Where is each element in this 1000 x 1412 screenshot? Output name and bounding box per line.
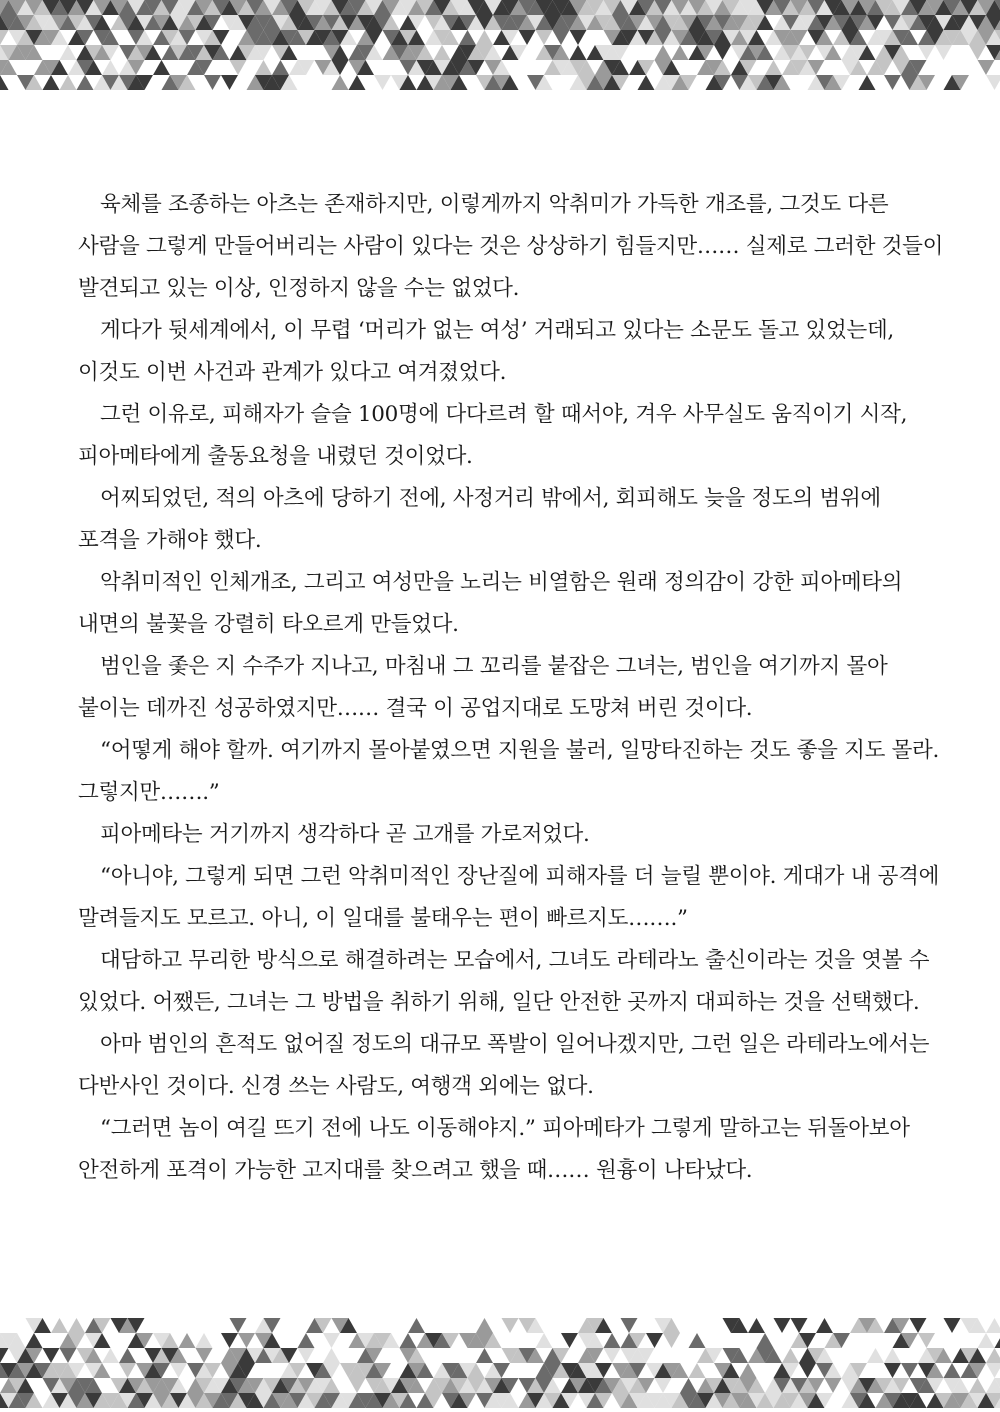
triangle-tile [748,1318,765,1333]
triangle-tile [757,1333,774,1348]
text-line: 피아메타에게 출동요청을 내렸던 것이었다. [78,444,473,469]
triangle-tile [646,1333,663,1348]
text-line: 다반사인 것이다. 신경 쓰는 사람도, 여행객 외에는 없다. [78,1074,594,1099]
triangle-tile [935,45,952,60]
triangle-tile [910,1318,927,1333]
triangle-tile [298,1333,315,1348]
triangle-tile [553,30,570,45]
triangle-tile [374,75,391,90]
triangle-tile [944,1363,961,1378]
text-line: 게다가 뒷세계에서, 이 무렵 ‘머리가 없는 여성’ 거래되고 있다는 소문도 돌고 있었는데, [100,318,894,343]
triangle-tile [502,1318,519,1333]
triangle-tile [995,1333,1000,1348]
text-line: “아니야, 그렇게 되면 그런 악취미적인 장난질에 피해자를 더 늘릴 뿐이야. 게대가 내 공격에 [100,864,940,889]
triangle-tile [434,45,451,60]
triangle-tile [884,1363,901,1378]
triangle-tile [43,75,60,90]
triangle-tile [170,1363,187,1378]
triangle-tile [221,1333,238,1348]
triangle-tile [272,60,289,75]
text-line: 아마 범인의 흔적도 없어질 정도의 대규모 폭발이 일어나겠지만, 그런 일은 라테라노에서는 [100,1032,930,1057]
triangle-tile [825,1378,842,1393]
text-line: 발견되고 있는 이상, 인정하지 않을 수는 없었다. [78,276,520,301]
triangle-tile [816,1318,833,1333]
triangle-tile [986,1318,1000,1333]
text-line: 안전하게 포격이 가능한 고지대를 찾으려고 했을 때…… 원흉이 나타났다. [78,1158,753,1183]
triangle-tile [68,1318,85,1333]
triangle-tile [680,1378,697,1393]
triangle-tile [0,1348,9,1363]
triangle-tile [663,1333,680,1348]
triangle-tile [119,1348,136,1363]
triangle-tile [26,1333,43,1348]
triangle-tile [238,1333,255,1348]
triangle-tile [978,1333,995,1348]
triangle-tile [867,1348,884,1363]
triangle-pattern-top [0,0,1000,95]
triangle-tile [799,1363,816,1378]
text-line: 이것도 이번 사건과 관계가 있다고 여겨졌었다. [78,360,507,385]
triangle-tile [986,1348,1000,1363]
triangle-tile [570,45,587,60]
triangle-tile [604,1348,621,1363]
text-line: 그렇지만…….” [78,780,220,805]
text-line: 육체를 조종하는 아츠는 존재하지만, 이렇게까지 악취미가 가득한 개조를, 그것도 다른 [100,192,889,217]
triangle-tile [978,60,995,75]
triangle-tile [196,1333,213,1348]
triangle-tile [230,60,247,75]
triangle-tile [884,75,901,90]
triangle-tile [60,1348,77,1363]
triangle-tile [476,1318,493,1333]
triangle-tile [43,1348,60,1363]
triangle-tile [230,1318,247,1333]
text-line: 포격을 가해야 했다. [78,528,262,553]
triangle-tile [791,1318,808,1333]
triangle-tile [204,75,221,90]
triangle-tile [60,45,77,60]
triangle-tile [918,1333,935,1348]
triangle-tile [519,30,536,45]
triangle-tile [179,1333,196,1348]
text-line: 악취미적인 인체개조, 그리고 여성만을 노리는 비열함은 원래 정의감이 강한 피아메타의 [100,570,903,595]
triangle-tile [255,60,272,75]
triangle-tile [986,75,1000,90]
text-line: 있었다. 어쨌든, 그녀는 그 방법을 취하기 위해, 일단 안전한 곳까지 대피하는 것을 선택했다. [78,990,920,1015]
text-line: 피아메타는 거기까지 생각하다 곧 고개를 가로저었다. [100,822,590,847]
triangle-tile [102,1348,119,1363]
triangle-tile [408,1318,425,1333]
text-line: 붙이는 데까진 성공하였지만…… 결국 이 공업지대로 도망쳐 버린 것이다. [78,696,753,721]
bottom-triangle-border [0,1318,1000,1412]
triangle-tile [476,30,493,45]
triangle-tile [323,1348,340,1363]
triangle-tile [944,1318,961,1333]
triangle-tile [221,75,238,90]
triangle-tile [672,45,689,60]
triangle-tile [349,75,366,90]
triangle-tile [536,30,553,45]
triangle-tile [884,1348,901,1363]
triangle-tile [655,45,672,60]
triangle-tile [153,60,170,75]
triangle-tile [561,1333,578,1348]
text-line: “어떻게 해야 할까. 여기까지 몰아붙였으면 지원을 불러, 일망타진하는 것도 좋을 지도 몰라. [100,738,940,763]
triangle-tile [536,1333,553,1348]
top-triangle-border [0,0,1000,95]
text-line: 그런 이유로, 피해자가 슬슬 100명에 다다르려 할 때서야, 겨우 사무실도 움직이기 시작, [100,402,908,427]
triangle-tile [765,60,782,75]
triangle-tile [859,75,876,90]
text-line: “그러면 놈이 여길 뜨기 전에 나도 이동해야지.” 피아메타가 그렇게 말하고는 뒤돌아보아 [100,1116,910,1141]
triangle-tile [689,1363,706,1378]
triangle-tile [782,1348,799,1363]
triangle-tile [655,1378,672,1393]
triangle-pattern-bottom [0,1318,1000,1412]
triangle-tile [901,1363,918,1378]
triangle-tile [349,1378,366,1393]
triangle-tile [51,1318,68,1333]
triangle-tile [0,75,9,90]
triangle-tile [60,75,77,90]
triangle-tile [621,1318,638,1333]
text-line: 말려들지도 모르고. 아니, 이 일대를 불태우는 편이 빠르지도…….” [78,906,688,931]
text-line: 내면의 불꽃을 강렬히 타오르게 만들었다. [78,612,459,637]
triangle-tile [604,1333,621,1348]
triangle-tile [323,1333,340,1348]
triangle-tile [969,45,986,60]
triangle-tile [459,30,476,45]
triangle-tile [986,1363,1000,1378]
triangle-tile [102,60,119,75]
body-text [78,184,944,1192]
triangle-tile [570,30,587,45]
triangle-tile [119,1363,136,1378]
triangle-tile [714,45,731,60]
triangle-tile [918,45,935,60]
triangle-tile [740,1363,757,1378]
triangle-tile [332,75,349,90]
triangle-tile [77,75,94,90]
triangle-tile [400,1333,417,1348]
text-line: 대담하고 무리한 방식으로 해결하려는 모습에서, 그녀도 라테라노 출신이라는 것을 엿볼 수 [100,948,930,973]
text-line: 범인을 좇은 지 수주가 지나고, 마침내 그 꼬리를 붙잡은 그녀는, 범인을 여기까지 몰아 [100,654,888,679]
triangle-tile [476,1348,493,1363]
triangle-tile [196,1348,213,1363]
triangle-tile [638,75,655,90]
triangle-tile [689,1333,706,1348]
triangle-tile [774,1318,791,1333]
triangle-tile [969,1378,986,1393]
text-line: 사람을 그렇게 만들어버리는 사람이 있다는 것은 상상하기 힘들지만…… 실제로 그러한 것들이 [78,234,944,259]
triangle-tile [0,30,9,45]
text-line: 어찌되었던, 적의 아츠에 당하기 전에, 사정거리 밖에서, 회피해도 늦을 정도의 범위에 [100,486,881,511]
triangle-tile [298,1348,315,1363]
